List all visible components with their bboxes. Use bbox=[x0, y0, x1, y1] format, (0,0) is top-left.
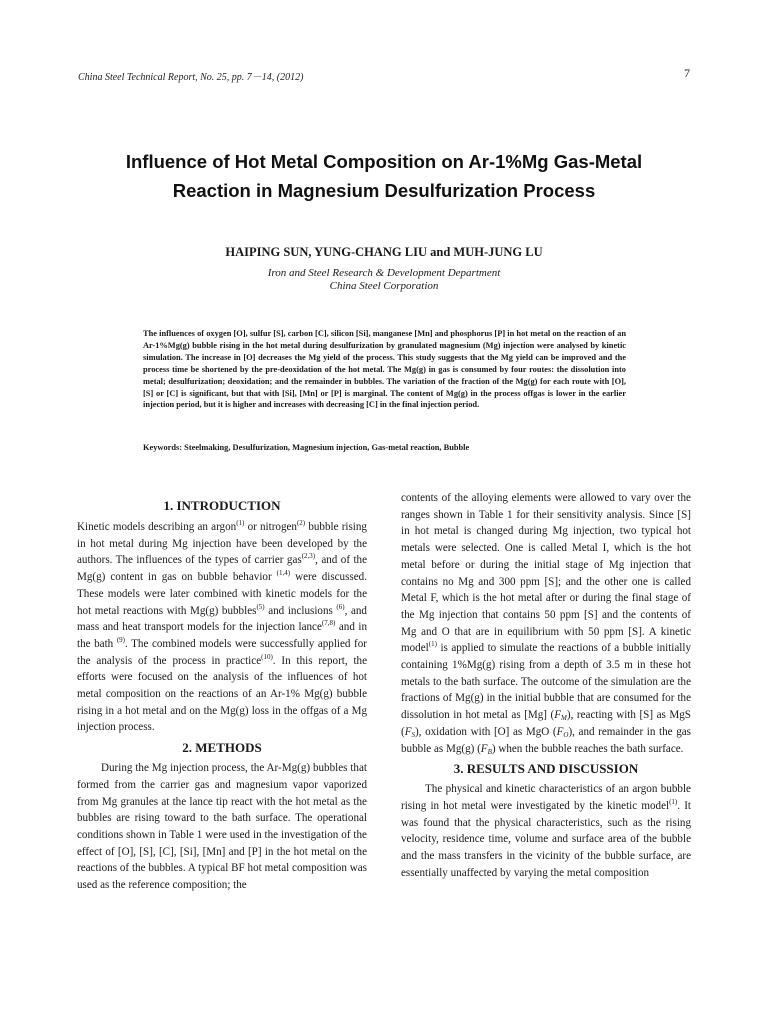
right-column bbox=[401, 490, 691, 881]
abstract: The influences of oxygen [O], sulfur [S], carbon [C], silicon [Si], manganese [Mn] and phosphorus [P] in hot metal on the reaction of an Ar-1%Mg(g) bubble rising in the hot metal during desulfurization by granulated magnesium (Mg) injection were analysed by kinetic simulation. The increase in [O] decreases the Mg yield of the process. This study suggests that the Mg yield can be improved and the process time be shortened by the pre-deoxidation of the hot metal. The Mg(g) in gas is consumed by four routes: the dissolution into metal; desulfurization; deoxidation; and the remainder in bubbles. The variation of the fraction of the Mg(g) for each route with [O], [S] or [C] is significant, but that with [Si], [Mn] or [P] is marginal. The content of Mg(g) in the process offgas is lower in the earlier injection period, but it is higher and increases with decreasing [C] in the final injection period. bbox=[143, 329, 626, 410]
fraction-symbol: $F_B$ bbox=[480, 742, 492, 756]
affiliation-line-1: Iron and Steel Research & Development Department bbox=[267, 267, 501, 279]
introduction-paragraph: Kinetic models describing an argon$^{(1)}$ or nitrogen$^{(2)}$ bubble rising in hot metal during Mg injection have been developed by the authors. The influences of the types of carrier gas$^{(2,3)}$, and of the Mg(g) content in gas on bubble behavior $^{(1,4)}$ were discussed. These models were later combined with kinetic models for the hot metal reactions with Mg(g) bubbles$^{(5)}$ and inclusions $^{(6)}$, and mass and heat transport models for the injection lance$^{(7,8)}$ and in the bath $^{(9)}$. The combined models were successfully applied for the analysis of the process in practice$^{(10)}$. In this report, the efforts were focused on the analysis of the influences of hot metal composition on the reactions of an Ar-1% Mg(g) bubble rising in a hot metal and on the Mg(g) loss in the offgas of a Mg injection process. bbox=[77, 519, 368, 734]
fraction-symbol: $F_M$ bbox=[554, 709, 567, 723]
fraction-symbol: $F_O$ bbox=[556, 725, 569, 739]
affiliation bbox=[40, 267, 728, 293]
citation: (9) bbox=[116, 635, 125, 644]
section-heading-methods: 2. METHODS bbox=[182, 740, 262, 756]
keywords: Keywords: Steelmaking, Desulfurization, Magnesium injection, Gas-metal reaction, Bubble bbox=[143, 443, 470, 452]
section-heading-results: 3. RESULTS AND DISCUSSION bbox=[453, 761, 639, 777]
methods-paragraph-continued: contents of the alloying elements were allowed to vary over the ranges shown in Table 1 for their sensitivity analysis. Since [S] in hot metal is changed during Mg injection, two typical hot metals were selected. One is called Metal I, which is the hot metal before or during the initial stage of Mg injection that contains no Mg and 300 ppm [S]; and the other one is called Metal F, which is the hot metal after or during the final stage of the Mg injection that contains 50 ppm [S] and the contents of Mg and O that are in equilibrium with 50 ppm [S]. A kinetic model$^{(1)}$ is applied to simulate the reactions of a bubble initially containing 1%Mg(g) rising from a depth of 3.5 m in these hot metals to the bath surface. The outcome of the simulation are the fractions of Mg(g) in the initial bubble that are consumed for the dissolution in hot metal as [Mg] $(F_M)$, reacting with [S] as MgS $(F_S)$, oxidation with [O] as MgO $(F_O)$, and remainder in the gas bubble as Mg(g) $(F_B)$ when the bubble reaches the bath surface. bbox=[401, 492, 691, 756]
citation: (2) bbox=[296, 519, 306, 527]
citation: (1) bbox=[428, 640, 437, 649]
paper-title bbox=[40, 147, 728, 205]
results-paragraph: The physical and kinetic characteristics of an argon bubble rising in hot metal were investigated by the kinetic model$^{(1)}$. It was found that the physical characteristics, such as the rising velocity, residence time, volume and surface area of the bubble and the mass transfers in the vicinity of the bubble surface, are essentially unaffected by varying the metal composition bbox=[401, 783, 691, 879]
affiliation-line-2: China Steel Corporation bbox=[329, 280, 439, 292]
citation: (1) bbox=[236, 519, 245, 527]
citation: (10) bbox=[261, 652, 273, 661]
citation: (6) bbox=[336, 602, 345, 611]
authors: HAIPING SUN, YUNG-CHANG LIU and MUH-JUNG LU bbox=[225, 245, 543, 259]
citation: (1) bbox=[669, 797, 678, 806]
citation: (7,8) bbox=[321, 619, 336, 628]
running-head: China Steel Technical Report, No. 25, pp. 7－14, (2012) bbox=[78, 72, 304, 83]
citation: (5) bbox=[256, 602, 265, 611]
section-heading-introduction: 1. INTRODUCTION bbox=[163, 498, 281, 513]
title-line-1: Influence of Hot Metal Composition on Ar-1%Mg Gas-Metal bbox=[125, 151, 643, 172]
methods-paragraph: During the Mg injection process, the Ar-Mg(g) bubbles that formed from the carrier gas and magnesium vapor vaporized from Mg granules at the lance tip react with the hot metal as the bubbles are rising toward to the bath surface. The operational conditions shown in Table 1 were used in the investigation of the effect of [O], [S], [C], [Si], [Mn] and [P] in the hot metal on the reactions of the bubbles. A typical BF hot metal composition was used as the reference composition; the bbox=[77, 762, 367, 892]
fraction-symbol: $F_S$ bbox=[404, 725, 415, 739]
title-line-2: Reaction in Magnesium Desulfurization Process bbox=[172, 180, 596, 201]
left-column bbox=[77, 497, 367, 894]
page-number: 7 bbox=[684, 66, 690, 80]
citation: (2,3) bbox=[301, 552, 316, 561]
citation: (1,4) bbox=[276, 569, 291, 578]
